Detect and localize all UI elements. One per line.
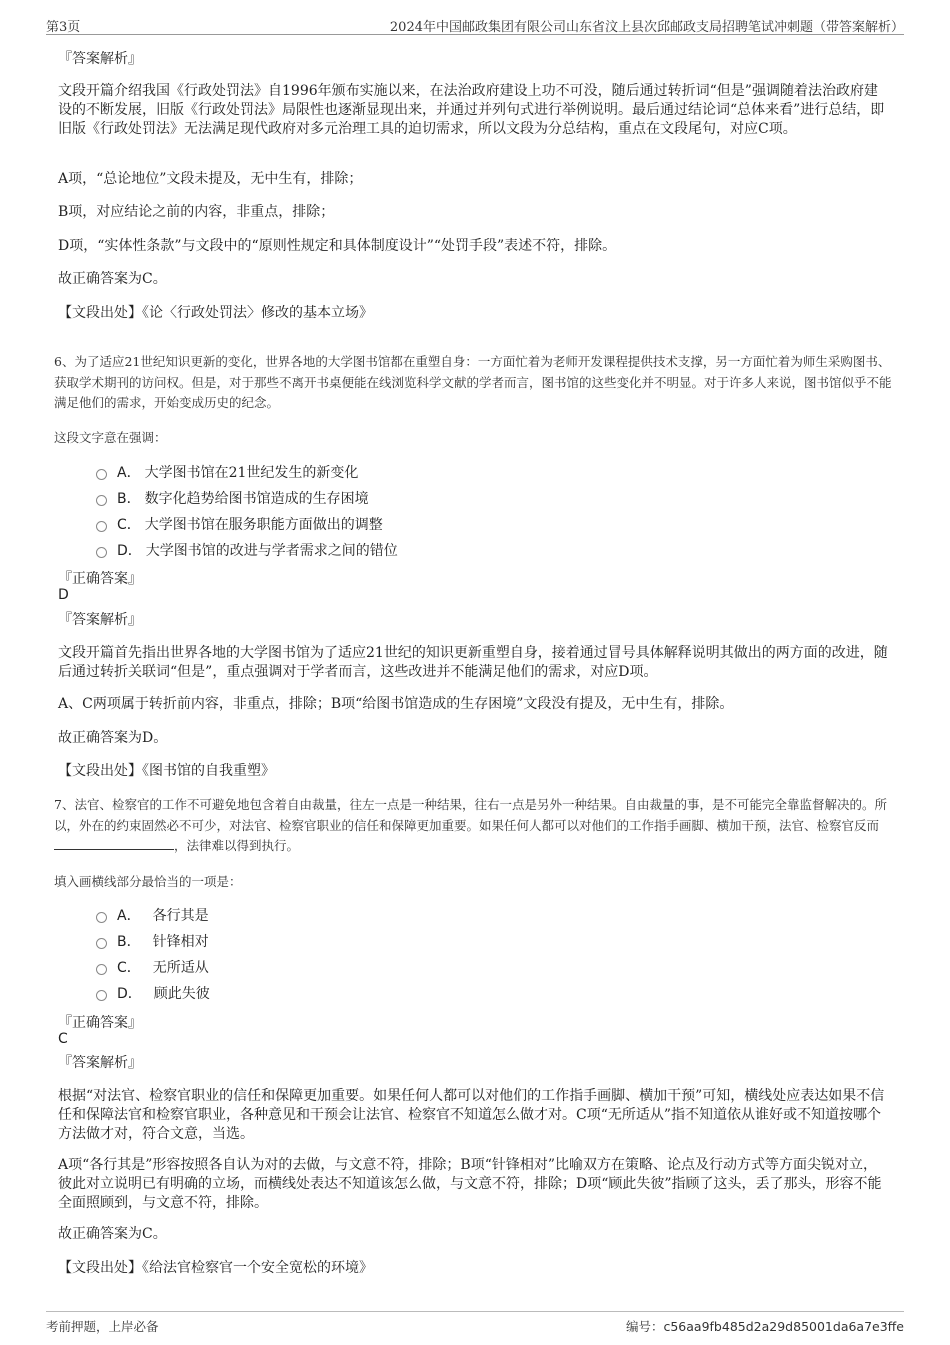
option-text: 无所适从 bbox=[152, 960, 209, 976]
option-letter: C． bbox=[117, 517, 141, 533]
option-text: 大学图书馆的改进与学者需求之间的错位 bbox=[145, 543, 398, 559]
q6-analysis-2: A、C两项属于转折前内容，非重点，排除；B项“给图书馆造成的生存困境”文段没有提及，无中生有，排除。 bbox=[58, 696, 734, 712]
document-title: 2024年中国邮政集团有限公司山东省汶上县次邱邮政支局招聘笔试冲刺题（带答案解析） bbox=[389, 20, 904, 35]
q7-conclusion: 故正确答案为C。 bbox=[58, 1226, 167, 1242]
q7-prompt: 填入画横线部分最恰当的一项是： bbox=[54, 874, 242, 889]
q7-option-c[interactable] bbox=[96, 957, 209, 977]
page-number: 第3页 bbox=[46, 20, 81, 35]
fill-blank bbox=[54, 837, 174, 850]
q6-answer: D bbox=[58, 587, 69, 603]
radio-icon[interactable] bbox=[96, 990, 107, 1001]
radio-icon[interactable] bbox=[96, 964, 107, 975]
q5-analysis-a: A项，“总论地位”文段未提及，无中生有，排除； bbox=[58, 171, 363, 187]
q5-conclusion: 故正确答案为C。 bbox=[58, 271, 167, 287]
q7-analysis-2: A项“各行其是”形容按照各自认为对的去做，与文意不符，排除；B项“针锋相对”比喻双方在策略、论点及行动方式等方面尖锐对立，彼此对立说明已有明确的立场，而横线处表达不知道该怎么做，与文意不符，排除；D项“顾此失彼”指顾了这头，丢了那头，形容不能全面照顾到，与文意不符，排除。 bbox=[58, 1157, 882, 1211]
option-text: 顾此失彼 bbox=[153, 986, 210, 1002]
q6-analysis: 文段开篇首先指出世界各地的大学图书馆为了适应21世纪的知识更新重塑自身，接着通过冒号具体解释说明其做出的两方面的改进，随后通过转折关联词“但是”，重点强调对于学者而言，这些改进并不能满足他们的需求，对应D项。 bbox=[58, 645, 888, 680]
footer-slogan: 考前押题，上岸必备 bbox=[46, 1319, 159, 1334]
analysis-label: 『答案解析』 bbox=[58, 612, 142, 628]
analysis-label: 『答案解析』 bbox=[58, 51, 142, 67]
option-text: 数字化趋势给图书馆造成的生存困境 bbox=[144, 491, 369, 507]
radio-icon[interactable] bbox=[96, 521, 107, 532]
analysis-label: 『答案解析』 bbox=[58, 1055, 142, 1071]
q7-source: 【文段出处】《给法官检察官一个安全宽松的环境》 bbox=[58, 1260, 373, 1276]
option-letter: B． bbox=[117, 491, 141, 507]
radio-icon[interactable] bbox=[96, 912, 107, 923]
answer-label: 『正确答案』 bbox=[58, 1015, 142, 1031]
q6-prompt: 这段文字意在强调： bbox=[54, 430, 167, 445]
document-code bbox=[626, 1317, 904, 1335]
radio-icon[interactable] bbox=[96, 495, 107, 506]
option-letter: C． bbox=[117, 960, 141, 976]
q7-text bbox=[54, 795, 896, 857]
q7-text-before: 7、法官、检察官的工作不可避免地包含着自由裁量，往左一点是一种结果，往右一点是另外一种结果。自由裁量的事，是不可能完全靠监督解决的。所以，外在的约束固然必不可少，对法官、检察官职业的信任和保障更加重要。如果任何人都可以对他们的工作指手画脚、横加干预，法官、检察官反而 bbox=[54, 797, 887, 833]
q5-source: 【文段出处】《论〈行政处罚法〉修改的基本立场》 bbox=[58, 305, 373, 321]
q7-analysis: 根据“对法官、检察官职业的信任和保障更加重要。如果任何人都可以对他们的工作指手画脚、横加干预”可知，横线处应表达如果不信任和保障法官和检察官职业，各种意见和干预会让法官、检察官不知道怎么做才对。C项“无所适从”指不知道依从谁好或不知道按哪个方法做才对，符合文意，当选。 bbox=[58, 1088, 885, 1142]
q6-conclusion: 故正确答案为D。 bbox=[58, 730, 168, 746]
answer-label: 『正确答案』 bbox=[58, 571, 142, 587]
code-value: c56aa9fb485d2a29d85001da6a7e3ffe bbox=[663, 1319, 904, 1334]
q7-option-a[interactable] bbox=[96, 905, 209, 925]
radio-icon[interactable] bbox=[96, 938, 107, 949]
q6-option-d[interactable] bbox=[96, 540, 398, 560]
q7-option-d[interactable] bbox=[96, 983, 210, 1003]
option-letter: D． bbox=[117, 543, 142, 559]
q5-analysis: 文段开篇介绍我国《行政处罚法》自1996年颁布实施以来，在法治政府建设上功不可没，随后通过转折词“但是”强调随着法治政府建设的不断发展，旧版《行政处罚法》局限性也逐渐显现出来，并通过并列句式进行举例说明。最后通过结论词“总体来看”进行总结，即旧版《行政处罚法》无法满足现代政府对多元治理工具的迫切需求，所以文段为分总结构，重点在文段尾句，对应C项。 bbox=[58, 83, 885, 137]
page-footer bbox=[46, 1311, 904, 1334]
q6-option-c[interactable] bbox=[96, 514, 383, 534]
option-text: 大学图书馆在服务职能方面做出的调整 bbox=[144, 517, 383, 533]
page-header bbox=[46, 12, 904, 35]
q6-source: 【文段出处】《图书馆的自我重塑》 bbox=[58, 763, 275, 779]
option-letter: D． bbox=[117, 986, 142, 1002]
code-label: 编号： bbox=[625, 1319, 664, 1334]
q7-option-b[interactable] bbox=[96, 931, 209, 951]
option-letter: A． bbox=[117, 908, 141, 924]
q7-answer: C bbox=[58, 1031, 68, 1047]
option-letter: B． bbox=[117, 934, 141, 950]
option-letter: A． bbox=[117, 465, 141, 481]
q5-analysis-b: B项，对应结论之前的内容，非重点，排除； bbox=[58, 204, 335, 220]
radio-icon[interactable] bbox=[96, 547, 107, 558]
q6-option-a[interactable] bbox=[96, 462, 358, 482]
q6-option-b[interactable] bbox=[96, 488, 369, 508]
q5-analysis-d: D项，“实体性条款”与文段中的“原则性规定和具体制度设计”“处罚手段”表述不符，排除。 bbox=[58, 238, 617, 254]
radio-icon[interactable] bbox=[96, 469, 107, 480]
option-text: 针锋相对 bbox=[152, 934, 209, 950]
q6-text: 6、为了适应21世纪知识更新的变化，世界各地的大学图书馆都在重塑自身：一方面忙着为老师开发课程提供技术支撑，另一方面忙着为师生采购图书、获取学术期刊的访问权。但是，对于那些不离开书桌便能在线浏览科学文献的学者而言，图书馆的这些变化并不明显。对于许多人来说，图书馆似乎不能满足他们的需求，开始变成历史的纪念。 bbox=[54, 354, 892, 410]
option-text: 大学图书馆在21世纪发生的新变化 bbox=[144, 465, 359, 481]
q7-text-after: ，法律难以得到执行。 bbox=[174, 838, 300, 853]
option-text: 各行其是 bbox=[152, 908, 209, 924]
